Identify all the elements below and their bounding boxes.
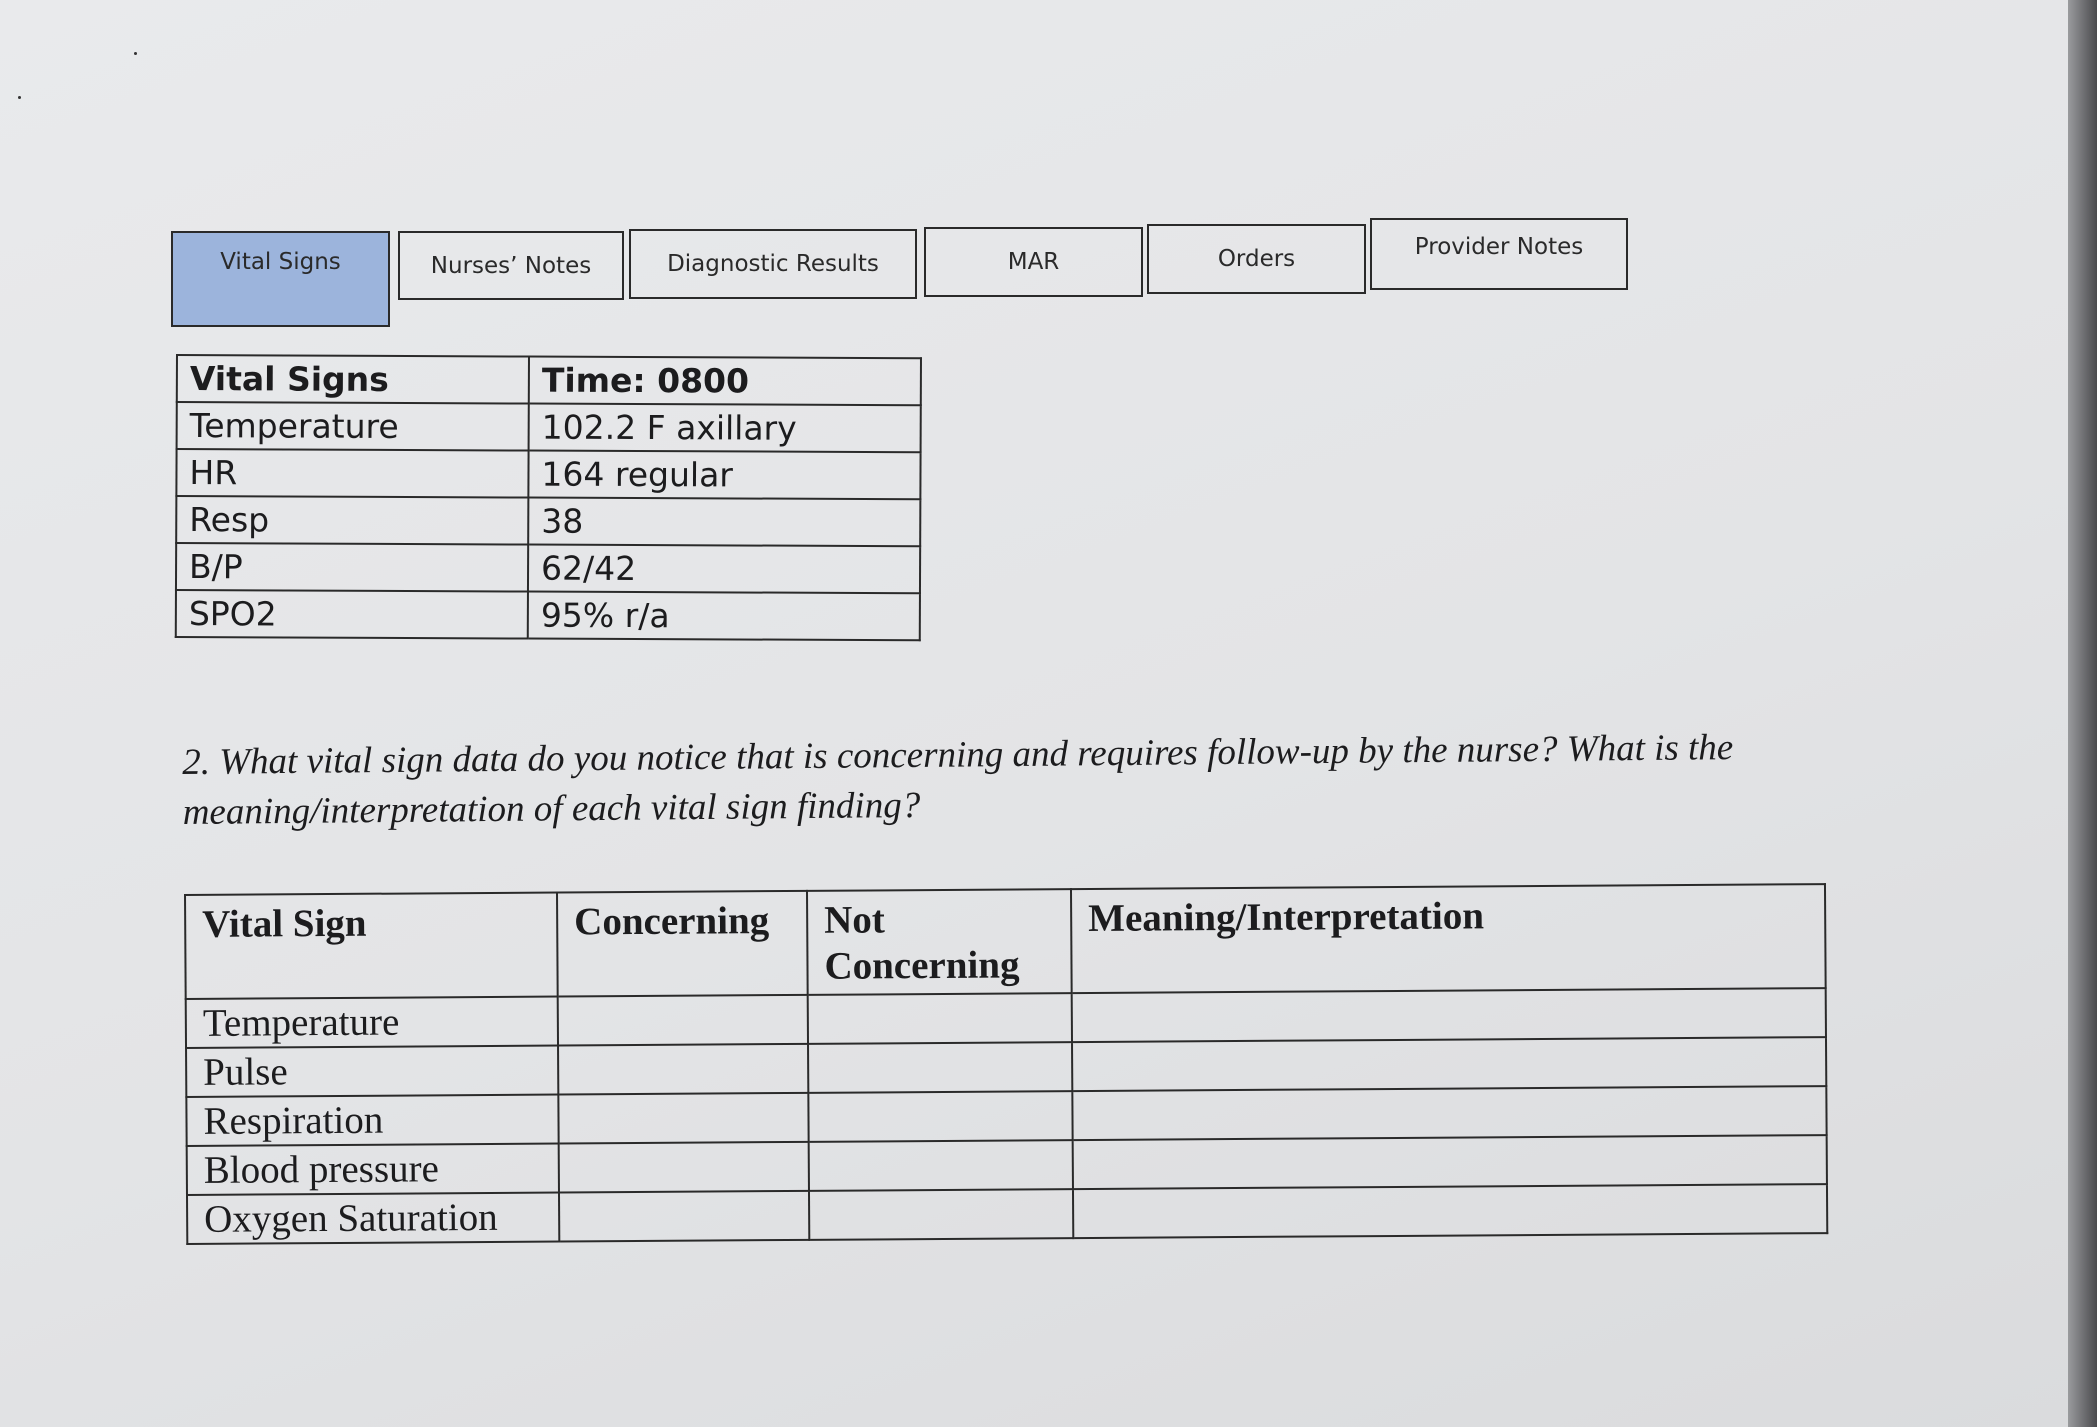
not-concerning-cell[interactable] xyxy=(808,1091,1072,1142)
meaning-cell[interactable] xyxy=(1073,1135,1827,1189)
table-row xyxy=(177,402,921,452)
tab-vital-signs[interactable]: Vital Signs xyxy=(171,231,390,327)
table-row xyxy=(176,496,920,546)
vital-sign-label: Oxygen Saturation xyxy=(187,1193,559,1244)
vital-signs-table xyxy=(175,354,922,641)
table-row xyxy=(176,590,920,640)
vital-name: Temperature xyxy=(177,402,529,451)
meaning-cell[interactable] xyxy=(1072,988,1826,1042)
header-meaning: Meaning/Interpretation xyxy=(1071,884,1826,993)
concerning-cell[interactable] xyxy=(558,1093,808,1144)
vital-sign-label: Temperature xyxy=(186,997,558,1048)
not-concerning-cell[interactable] xyxy=(808,1042,1072,1093)
header-not-concerning: Not Concerning xyxy=(807,889,1072,995)
concerning-cell[interactable] xyxy=(558,1044,808,1095)
tab-nurses-notes[interactable]: Nurses’ Notes xyxy=(398,231,624,300)
header-concerning: Concerning xyxy=(557,891,808,997)
table-header-row xyxy=(177,355,921,405)
meaning-cell[interactable] xyxy=(1073,1184,1827,1238)
meaning-cell[interactable] xyxy=(1072,1086,1826,1140)
not-concerning-cell[interactable] xyxy=(808,993,1072,1044)
concerning-cell[interactable] xyxy=(558,995,808,1046)
tab-diagnostic-results[interactable]: Diagnostic Results xyxy=(629,229,917,299)
question-text: 2. What vital sign data do you notice that is concerning and requires follow-up by the nurse? What is the meaning/interpretation of each vital sign finding? xyxy=(182,727,1734,833)
vital-name: SPO2 xyxy=(176,590,528,639)
vital-name: Resp xyxy=(176,496,528,545)
dark-background-edge xyxy=(2068,0,2097,1427)
concerning-cell[interactable] xyxy=(559,1142,809,1193)
header-vital-sign: Vital Sign xyxy=(185,893,558,999)
vital-name: HR xyxy=(176,449,528,498)
vitals-header-name: Vital Signs xyxy=(177,355,529,404)
table-header-row xyxy=(185,884,1826,999)
not-concerning-cell[interactable] xyxy=(809,1189,1073,1240)
vital-value: 95% r/a xyxy=(528,592,920,641)
vital-sign-label: Pulse xyxy=(186,1046,558,1097)
vital-value: 38 xyxy=(528,498,920,547)
vital-value: 102.2 F axillary xyxy=(529,404,921,453)
answer-table xyxy=(184,883,1828,1245)
vital-value: 164 regular xyxy=(528,451,920,500)
tab-provider-notes[interactable]: Provider Notes xyxy=(1370,218,1628,290)
concerning-cell[interactable] xyxy=(559,1191,809,1242)
table-row xyxy=(187,1184,1827,1244)
tab-orders[interactable]: Orders xyxy=(1147,224,1366,294)
paper-speck xyxy=(18,96,21,99)
vital-sign-label: Respiration xyxy=(186,1095,558,1146)
tab-mar[interactable]: MAR xyxy=(924,227,1143,297)
vital-sign-label: Blood pressure xyxy=(187,1144,559,1195)
paper-speck xyxy=(134,52,137,55)
vital-value: 62/42 xyxy=(528,545,920,594)
table-row xyxy=(176,449,920,499)
vital-name: B/P xyxy=(176,543,528,592)
table-row xyxy=(176,543,920,593)
meaning-cell[interactable] xyxy=(1072,1037,1826,1091)
vitals-header-time: Time: 0800 xyxy=(529,357,921,406)
not-concerning-cell[interactable] xyxy=(809,1140,1073,1191)
